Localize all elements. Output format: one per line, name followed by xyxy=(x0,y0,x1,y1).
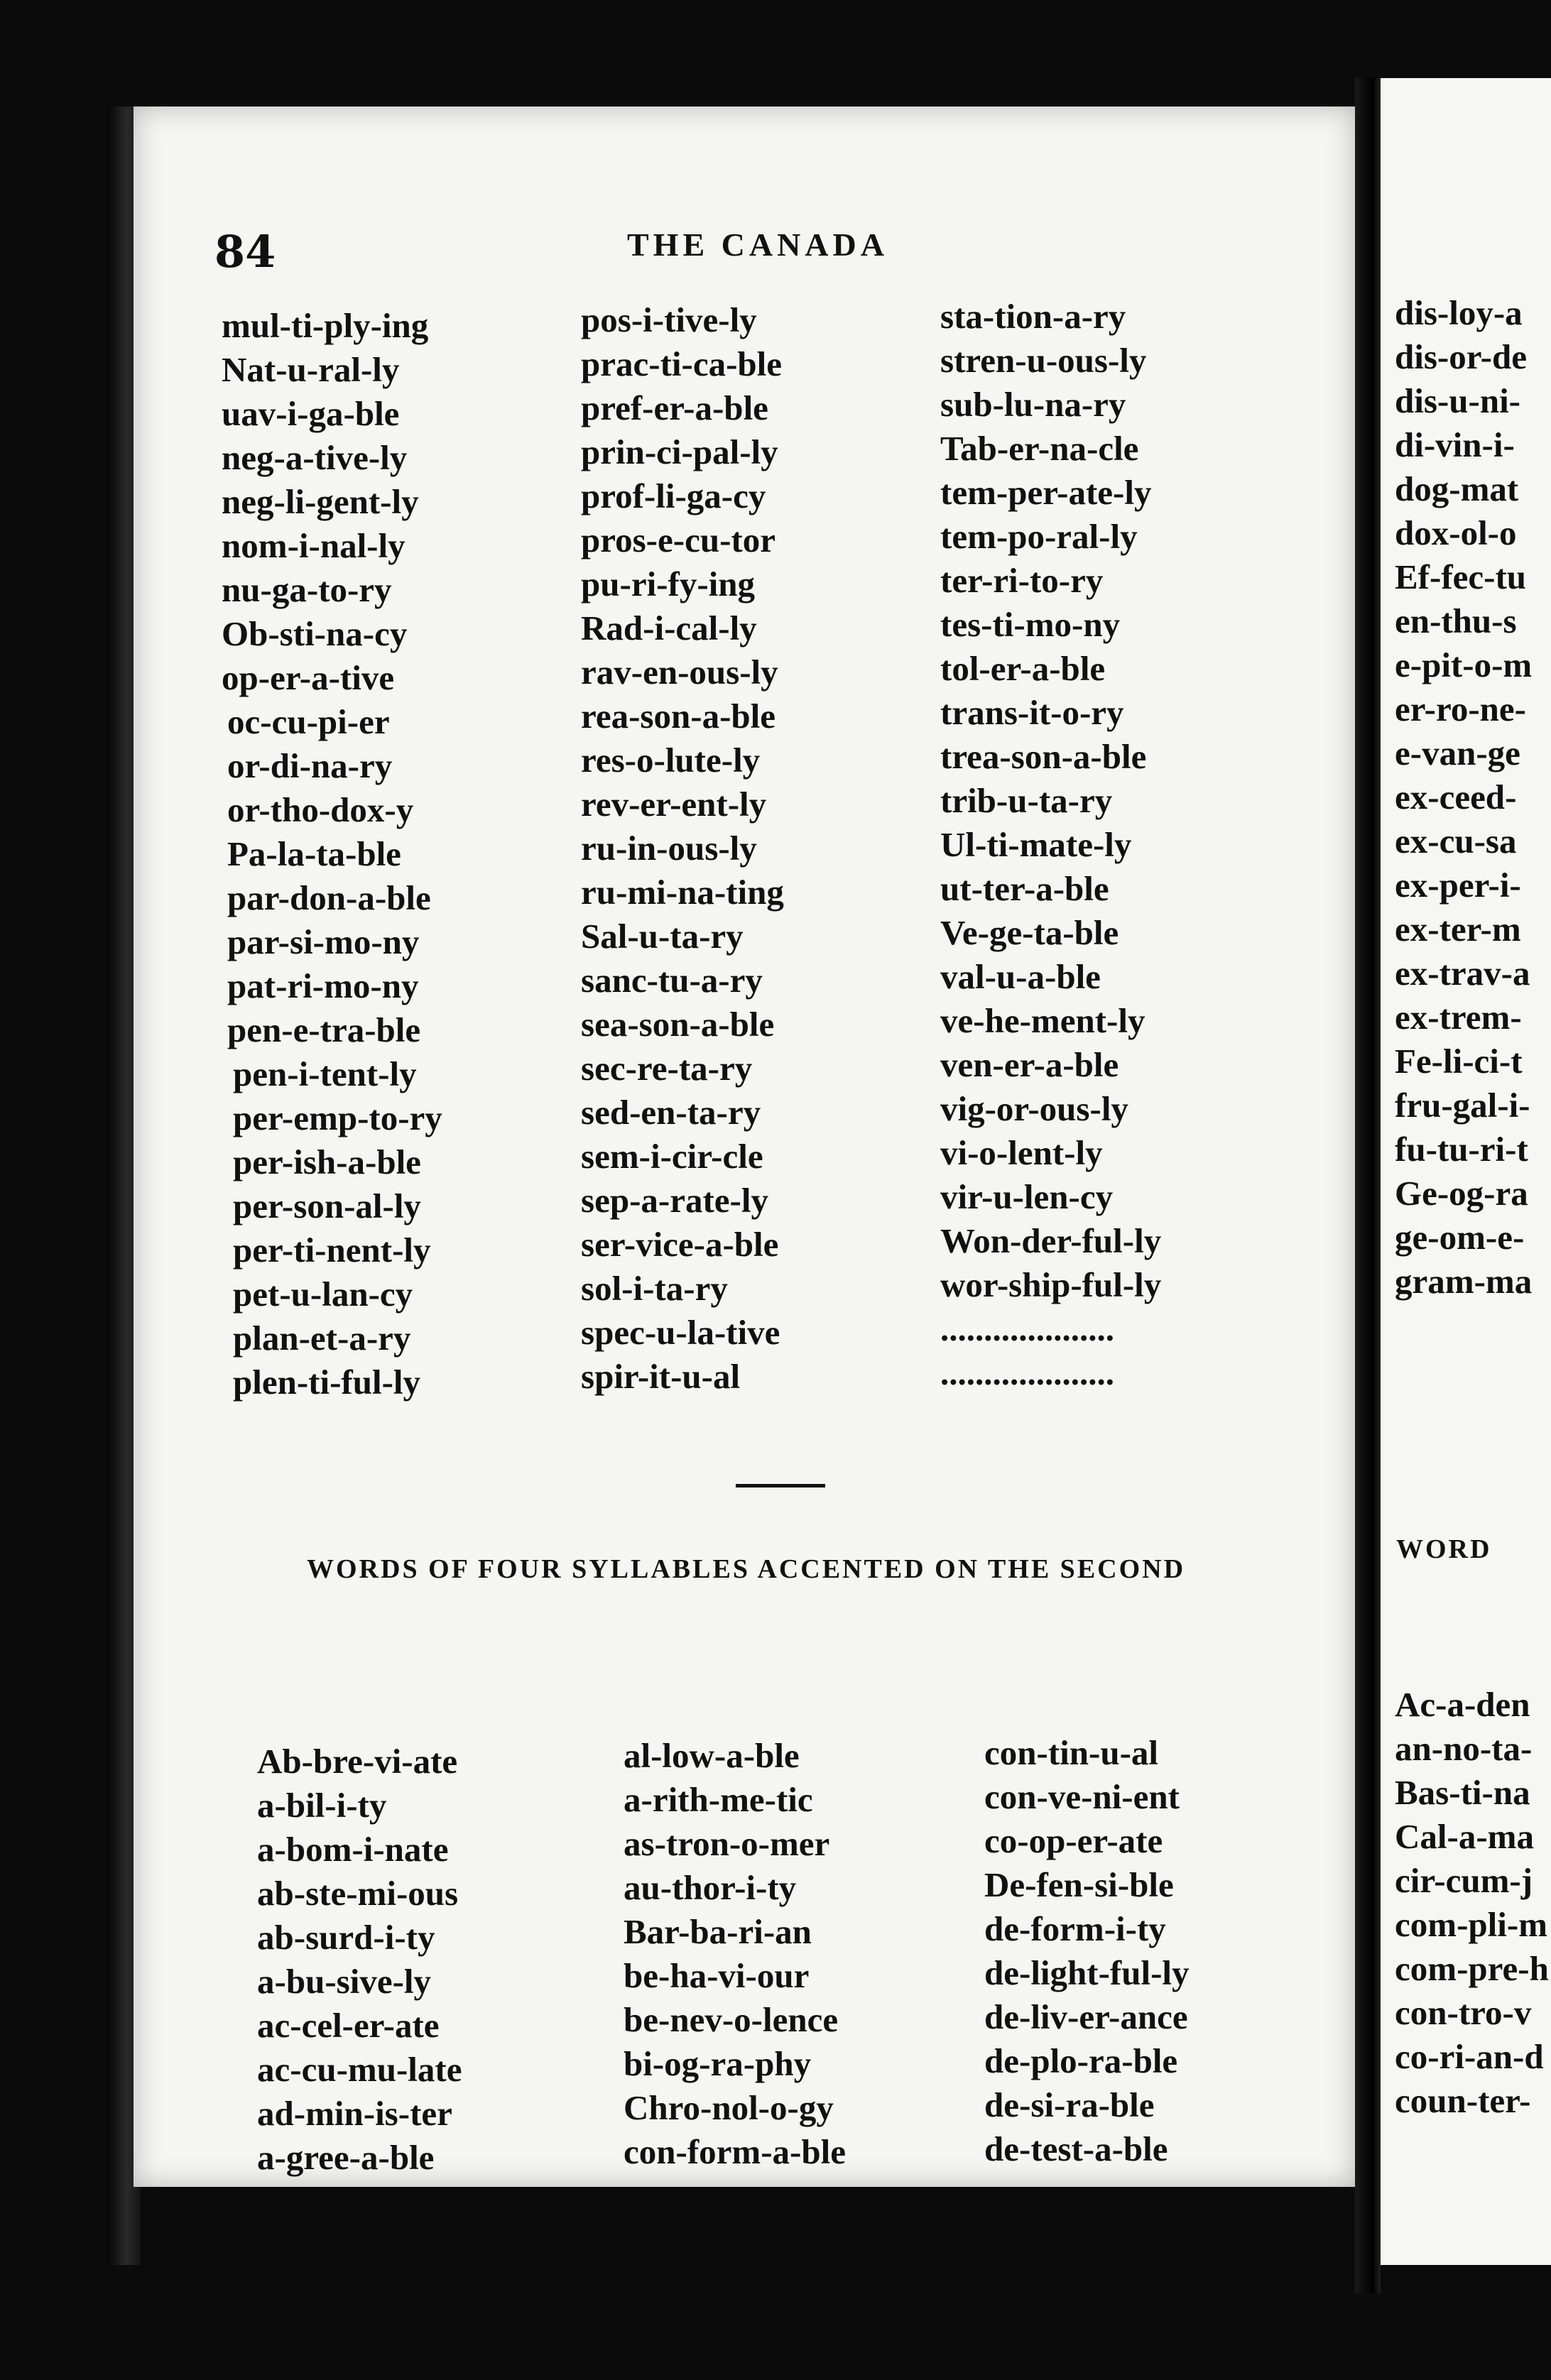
word-entry: Tab-er-na-cle xyxy=(940,429,1139,468)
word-entry: nu-ga-to-ry xyxy=(222,570,392,609)
word-entry: tem-per-ate-ly xyxy=(940,473,1152,512)
word-entry: pen-e-tra-ble xyxy=(227,1010,421,1049)
word-entry: dox-ol-o xyxy=(1395,513,1517,552)
word-entry: as-tron-o-mer xyxy=(624,1824,830,1863)
word-entry: ac-cu-mu-late xyxy=(257,2050,462,2089)
word-entry: sta-tion-a-ry xyxy=(940,297,1126,336)
word-entry: ru-in-ous-ly xyxy=(581,829,757,868)
word-entry: au-thor-i-ty xyxy=(624,1868,797,1907)
word-entry: gram-ma xyxy=(1395,1262,1533,1301)
facing-page-word-column xyxy=(1395,291,1532,1304)
word-column-1 xyxy=(222,304,442,1404)
word-entry: tol-er-a-ble xyxy=(940,649,1106,688)
book-gutter xyxy=(1355,78,1381,2293)
word-entry: Ab-bre-vi-ate xyxy=(257,1742,458,1781)
word-entry: nom-i-nal-ly xyxy=(222,526,406,565)
word-entry: prof-li-ga-cy xyxy=(581,476,766,515)
word-entry: al-low-a-ble xyxy=(624,1736,800,1775)
word-entry: ac-cel-er-ate xyxy=(257,2006,440,2045)
word-entry: pat-ri-mo-ny xyxy=(227,966,419,1005)
word-entry: a-bu-sive-ly xyxy=(257,1962,431,2001)
facing-page-heading: WORD xyxy=(1396,1534,1492,1564)
word-entry: a-gree-a-ble xyxy=(257,2138,435,2177)
word-entry: mul-ti-ply-ing xyxy=(222,306,429,345)
word-entry: vig-or-ous-ly xyxy=(940,1089,1128,1128)
word-entry: Cal-a-ma xyxy=(1395,1817,1534,1856)
word-entry: per-ish-a-ble xyxy=(233,1142,421,1181)
word-entry: ex-trem- xyxy=(1395,998,1522,1037)
word-entry: ex-per-i- xyxy=(1395,866,1521,905)
word-entry: an-no-ta- xyxy=(1395,1729,1533,1768)
word-entry: spir-it-u-al xyxy=(581,1357,741,1396)
word-entry: sed-en-ta-ry xyxy=(581,1093,761,1132)
word-entry: Rad-i-cal-ly xyxy=(581,608,757,648)
word-entry: ser-vice-a-ble xyxy=(581,1225,779,1264)
word-entry: Chro-nol-o-gy xyxy=(624,2088,834,2127)
word-entry: Fe-li-ci-t xyxy=(1395,1042,1523,1081)
word-entry: pros-e-cu-tor xyxy=(581,520,776,559)
word-entry: sol-i-ta-ry xyxy=(581,1269,728,1308)
word-entry: pos-i-tive-ly xyxy=(581,300,757,339)
word-entry: ge-om-e- xyxy=(1395,1218,1525,1257)
word-entry: Pa-la-ta-ble xyxy=(227,834,401,873)
word-entry: rev-er-ent-ly xyxy=(581,785,767,824)
word-entry: com-pli-m xyxy=(1395,1905,1547,1944)
facing-page-word-column-lower xyxy=(1395,1683,1549,2123)
word-entry: co-ri-an-d xyxy=(1395,2037,1544,2076)
word-column-3 xyxy=(940,295,1161,1395)
word-entry: rea-son-a-ble xyxy=(581,697,776,736)
word-entry: ex-ceed- xyxy=(1395,777,1517,817)
word-column-6 xyxy=(984,1731,1190,2171)
word-entry: sanc-tu-a-ry xyxy=(581,961,763,1000)
word-entry: Ac-a-den xyxy=(1395,1685,1530,1724)
word-entry: Ob-sti-na-cy xyxy=(222,614,408,653)
word-entry: per-ti-nent-ly xyxy=(233,1230,431,1270)
word-entry: co-op-er-ate xyxy=(984,1821,1163,1860)
word-entry: vir-u-len-cy xyxy=(940,1177,1114,1216)
word-entry: prac-ti-ca-ble xyxy=(581,344,782,383)
word-entry: de-liv-er-ance xyxy=(984,1997,1188,2036)
word-entry: trans-it-o-ry xyxy=(940,693,1124,732)
word-entry: sep-a-rate-ly xyxy=(581,1181,768,1220)
word-entry: bi-og-ra-phy xyxy=(624,2044,812,2083)
word-entry: con-tro-v xyxy=(1395,1993,1532,2032)
word-entry: ter-ri-to-ry xyxy=(940,561,1104,600)
word-entry: de-light-ful-ly xyxy=(984,1953,1190,1992)
section-heading: WORDS OF FOUR SYLLABLES ACCENTED ON THE SECOND xyxy=(307,1554,1186,1584)
word-entry: dis-u-ni- xyxy=(1395,381,1521,420)
word-entry: dis-loy-a xyxy=(1395,293,1523,332)
word-entry: res-o-lute-ly xyxy=(581,741,761,780)
book-page xyxy=(134,107,1355,2187)
word-entry: ex-cu-sa xyxy=(1395,821,1517,861)
word-entry: Bas-ti-na xyxy=(1395,1773,1530,1812)
facing-page xyxy=(1381,78,1551,2265)
word-entry: de-test-a-ble xyxy=(984,2129,1168,2168)
word-entry: con-form-a-ble xyxy=(624,2132,846,2171)
word-entry: pref-er-a-ble xyxy=(581,388,768,427)
word-entry: Won-der-ful-ly xyxy=(940,1221,1162,1260)
word-entry: tem-po-ral-ly xyxy=(940,517,1138,556)
word-entry: par-don-a-ble xyxy=(227,878,431,917)
word-entry: spec-u-la-tive xyxy=(581,1313,780,1352)
word-entry: vi-o-lent-ly xyxy=(940,1133,1103,1172)
word-entry: ut-ter-a-ble xyxy=(940,869,1109,908)
word-entry: plen-ti-ful-ly xyxy=(233,1363,421,1402)
word-entry: sub-lu-na-ry xyxy=(940,385,1126,424)
word-entry: fru-gal-i- xyxy=(1395,1086,1530,1125)
word-entry: er-ro-ne- xyxy=(1395,689,1526,728)
word-entry: di-vin-i- xyxy=(1395,425,1515,464)
word-entry: .................... xyxy=(940,1353,1114,1392)
word-entry: e-van-ge xyxy=(1395,733,1520,773)
word-entry: tes-ti-mo-ny xyxy=(940,605,1121,644)
word-entry: be-nev-o-lence xyxy=(624,2000,839,2039)
word-entry: Ge-og-ra xyxy=(1395,1174,1528,1213)
running-head: THE CANADA xyxy=(627,226,888,263)
word-entry: per-son-al-ly xyxy=(233,1186,421,1226)
word-entry: Ve-ge-ta-ble xyxy=(940,913,1119,952)
word-entry: per-emp-to-ry xyxy=(233,1098,442,1137)
word-entry: rav-en-ous-ly xyxy=(581,653,778,692)
page-number: 84 xyxy=(214,226,276,278)
word-entry: ex-trav-a xyxy=(1395,954,1530,993)
word-entry: ab-ste-mi-ous xyxy=(257,1874,459,1913)
word-entry: fu-tu-ri-t xyxy=(1395,1130,1528,1169)
word-entry: De-fen-si-ble xyxy=(984,1865,1174,1904)
word-entry: pu-ri-fy-ing xyxy=(581,564,755,604)
word-entry: a-bil-i-ty xyxy=(257,1786,387,1825)
word-entry: be-ha-vi-our xyxy=(624,1956,810,1995)
word-entry: con-tin-u-al xyxy=(984,1733,1158,1772)
word-entry: ru-mi-na-ting xyxy=(581,873,784,912)
word-entry: de-form-i-ty xyxy=(984,1909,1166,1948)
section-divider xyxy=(736,1484,825,1488)
word-entry: .................... xyxy=(940,1309,1114,1348)
word-entry: oc-cu-pi-er xyxy=(227,702,390,741)
word-column-4 xyxy=(257,1740,462,2180)
word-entry: de-si-ra-ble xyxy=(984,2085,1155,2124)
word-entry: Sal-u-ta-ry xyxy=(581,917,744,956)
word-entry: par-si-mo-ny xyxy=(227,922,420,961)
word-entry: sec-re-ta-ry xyxy=(581,1049,753,1088)
word-entry: de-plo-ra-ble xyxy=(984,2041,1178,2080)
word-entry: coun-ter- xyxy=(1395,2081,1531,2120)
word-entry: e-pit-o-m xyxy=(1395,645,1533,684)
word-entry: trea-son-a-ble xyxy=(940,737,1147,776)
word-entry: sea-son-a-ble xyxy=(581,1005,775,1044)
word-entry: dis-or-de xyxy=(1395,337,1527,376)
word-entry: Nat-u-ral-ly xyxy=(222,350,400,389)
word-entry: wor-ship-ful-ly xyxy=(940,1265,1162,1304)
word-entry: Ef-fec-tu xyxy=(1395,557,1527,596)
word-entry: ex-ter-m xyxy=(1395,910,1521,949)
word-entry: ad-min-is-ter xyxy=(257,2094,452,2133)
word-entry: pen-i-tent-ly xyxy=(233,1054,417,1093)
word-entry: cir-cum-j xyxy=(1395,1861,1533,1900)
word-entry: en-thu-s xyxy=(1395,601,1517,640)
word-entry: uav-i-ga-ble xyxy=(222,394,400,433)
word-entry: pet-u-lan-cy xyxy=(233,1274,413,1314)
word-entry: prin-ci-pal-ly xyxy=(581,432,778,471)
word-entry: ve-he-ment-ly xyxy=(940,1001,1145,1040)
word-entry: plan-et-a-ry xyxy=(233,1319,411,1358)
word-entry: trib-u-ta-ry xyxy=(940,781,1113,820)
word-entry: ab-surd-i-ty xyxy=(257,1918,435,1957)
word-entry: dog-mat xyxy=(1395,469,1519,508)
word-column-5 xyxy=(624,1734,846,2174)
word-entry: sem-i-cir-cle xyxy=(581,1137,763,1176)
word-entry: Bar-ba-ri-an xyxy=(624,1912,812,1951)
word-entry: op-er-a-tive xyxy=(222,658,395,697)
word-entry: a-bom-i-nate xyxy=(257,1830,449,1869)
word-column-2 xyxy=(581,298,784,1399)
word-entry: Ul-ti-mate-ly xyxy=(940,825,1132,864)
word-entry: val-u-a-ble xyxy=(940,957,1101,996)
word-entry: con-ve-ni-ent xyxy=(984,1777,1180,1816)
word-entry: ven-er-a-ble xyxy=(940,1045,1119,1084)
word-entry: com-pre-h xyxy=(1395,1949,1549,1988)
word-entry: or-tho-dox-y xyxy=(227,790,414,829)
word-entry: neg-li-gent-ly xyxy=(222,482,419,521)
word-entry: neg-a-tive-ly xyxy=(222,438,408,477)
word-entry: a-rith-me-tic xyxy=(624,1780,813,1819)
word-entry: or-di-na-ry xyxy=(227,746,393,785)
word-entry: stren-u-ous-ly xyxy=(940,341,1147,380)
